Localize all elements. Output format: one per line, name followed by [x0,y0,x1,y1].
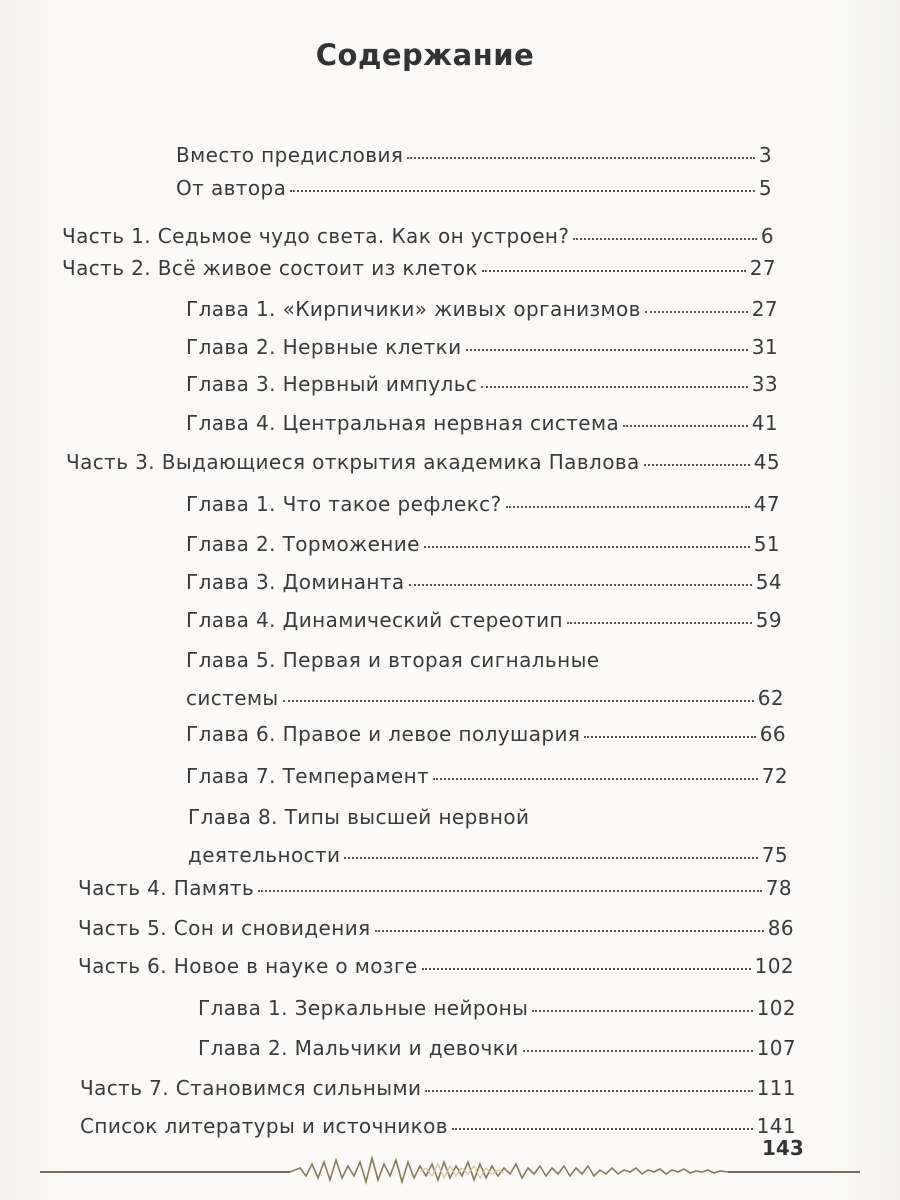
toc-entry-page: 41 [751,411,778,435]
dot-leader [645,310,748,313]
toc-entry-page: 45 [753,450,780,474]
dot-leader [424,545,750,548]
toc-entry-label: Глава 2. Мальчики и девочки [198,1036,519,1060]
toc-entry-label-line1: Глава 5. Первая и вторая сигнальные [186,648,600,672]
toc-entry-page: 102 [754,954,794,978]
dot-leader [258,889,762,892]
toc-entry-page: 86 [767,916,794,940]
toc-entry-label: Часть 3. Выдающиеся открытия академика Павлова [66,450,640,474]
dot-leader [290,189,755,192]
toc-entry-label: Глава 2. Торможение [186,532,420,556]
toc-entry-page: 59 [755,608,782,632]
dot-leader [409,583,752,586]
toc-entry [78,914,794,942]
toc-entry-label: Глава 4. Динамический стереотип [186,608,563,632]
dot-leader [532,1009,752,1012]
dot-leader [506,505,750,508]
toc-entry-label-line2: системы [186,686,279,710]
dot-leader [644,463,750,466]
page-number: 143 [762,1136,804,1160]
dot-leader [407,156,755,159]
toc-entry [186,333,778,361]
toc-entry [80,1074,796,1102]
toc-entry [78,874,792,902]
toc-entry [66,448,780,476]
toc-entry-label: От автора [176,176,287,200]
toc-entry-label: Часть 1. Седьмое чудо света. Как он устроен? [62,224,570,248]
toc-entry-page: 31 [751,335,778,359]
toc-entry [80,1112,796,1140]
toc-entry-page: 72 [761,764,788,788]
dot-leader [433,777,758,780]
toc-entry [186,295,778,323]
dot-leader [523,1049,753,1052]
toc-entry [186,409,778,437]
page-title: Содержание [315,38,535,72]
toc-entry-page: 6 [760,224,774,248]
toc-entry [198,994,796,1022]
toc-entry-page: 75 [761,843,788,867]
dot-leader [573,237,756,240]
toc-entry-label: Часть 5. Сон и сновидения [78,916,371,940]
toc-entry [186,490,780,518]
toc-entry [186,530,780,558]
toc-entry-page: 51 [753,532,780,556]
toc-entry [176,174,772,202]
toc-entry-label: Глава 1. Что такое рефлекс? [186,492,502,516]
toc-entry-label: Глава 3. Доминанта [186,570,405,594]
dot-leader [375,929,764,932]
toc-entry-page: 62 [757,686,784,710]
toc-entry [198,1034,796,1062]
toc-entry [186,370,778,398]
dot-leader [567,621,752,624]
toc-entry-page: 107 [756,1036,796,1060]
toc-entry-label: Часть 7. Становимся сильными [80,1076,422,1100]
toc-entry [62,222,774,250]
toc-entry-label: Часть 4. Память [78,876,255,900]
toc-entry-label: Глава 6. Правое и левое полушария [186,722,581,746]
toc-entry-label: Часть 6. Новое в науке о мозге [78,954,418,978]
toc-entry-label: Часть 2. Всё живое состоит из клеток [62,256,478,280]
toc-entry-page: 141 [756,1114,796,1138]
toc-entry [186,606,782,634]
toc-entry-label-line2: деятельности [188,843,341,867]
toc-entry-label: Вместо предисловия [176,143,404,167]
toc-entry-page: 33 [751,372,778,396]
dot-leader [623,424,748,427]
toc-entry [176,141,772,169]
toc-entry-page: 5 [758,176,772,200]
toc-entry [186,646,784,712]
dot-leader [452,1127,753,1130]
toc-entry-label-line1: Глава 8. Типы высшей нервной [188,805,530,829]
toc-entry-label: Глава 1. «Кирпичики» живых организмов [186,297,641,321]
toc-entry-page: 3 [758,143,772,167]
toc-entry-page: 102 [756,996,796,1020]
toc-entry-page: 47 [753,492,780,516]
dot-leader [482,269,746,272]
toc-entry-label: Глава 3. Нервный импульс [186,372,478,396]
dot-leader [481,385,747,388]
toc-entry-label: Список литературы и источников [80,1114,448,1138]
dot-leader [283,699,754,702]
dot-leader [425,1089,752,1092]
toc-entry-label: Глава 7. Темперамент [186,764,430,788]
toc-entry [186,568,782,596]
toc-entry-page: 54 [755,570,782,594]
toc-entry [186,762,788,790]
toc-entry [186,720,786,748]
toc-entry-page: 27 [751,297,778,321]
toc-entry-page: 27 [749,256,776,280]
toc-entry [188,803,788,869]
toc-entry-page: 66 [759,722,786,746]
toc-entry-label: Глава 4. Центральная нервная система [186,411,620,435]
toc-entry-page: 111 [756,1076,796,1100]
toc-entry-label: Глава 2. Нервные клетки [186,335,462,359]
toc-entry [78,952,794,980]
toc-entry-page: 78 [765,876,792,900]
toc-entry-label: Глава 1. Зеркальные нейроны [198,996,529,1020]
toc-entry [62,254,776,282]
dot-leader [344,856,757,859]
dot-leader [422,967,751,970]
dot-leader [466,348,748,351]
dot-leader [584,735,755,738]
